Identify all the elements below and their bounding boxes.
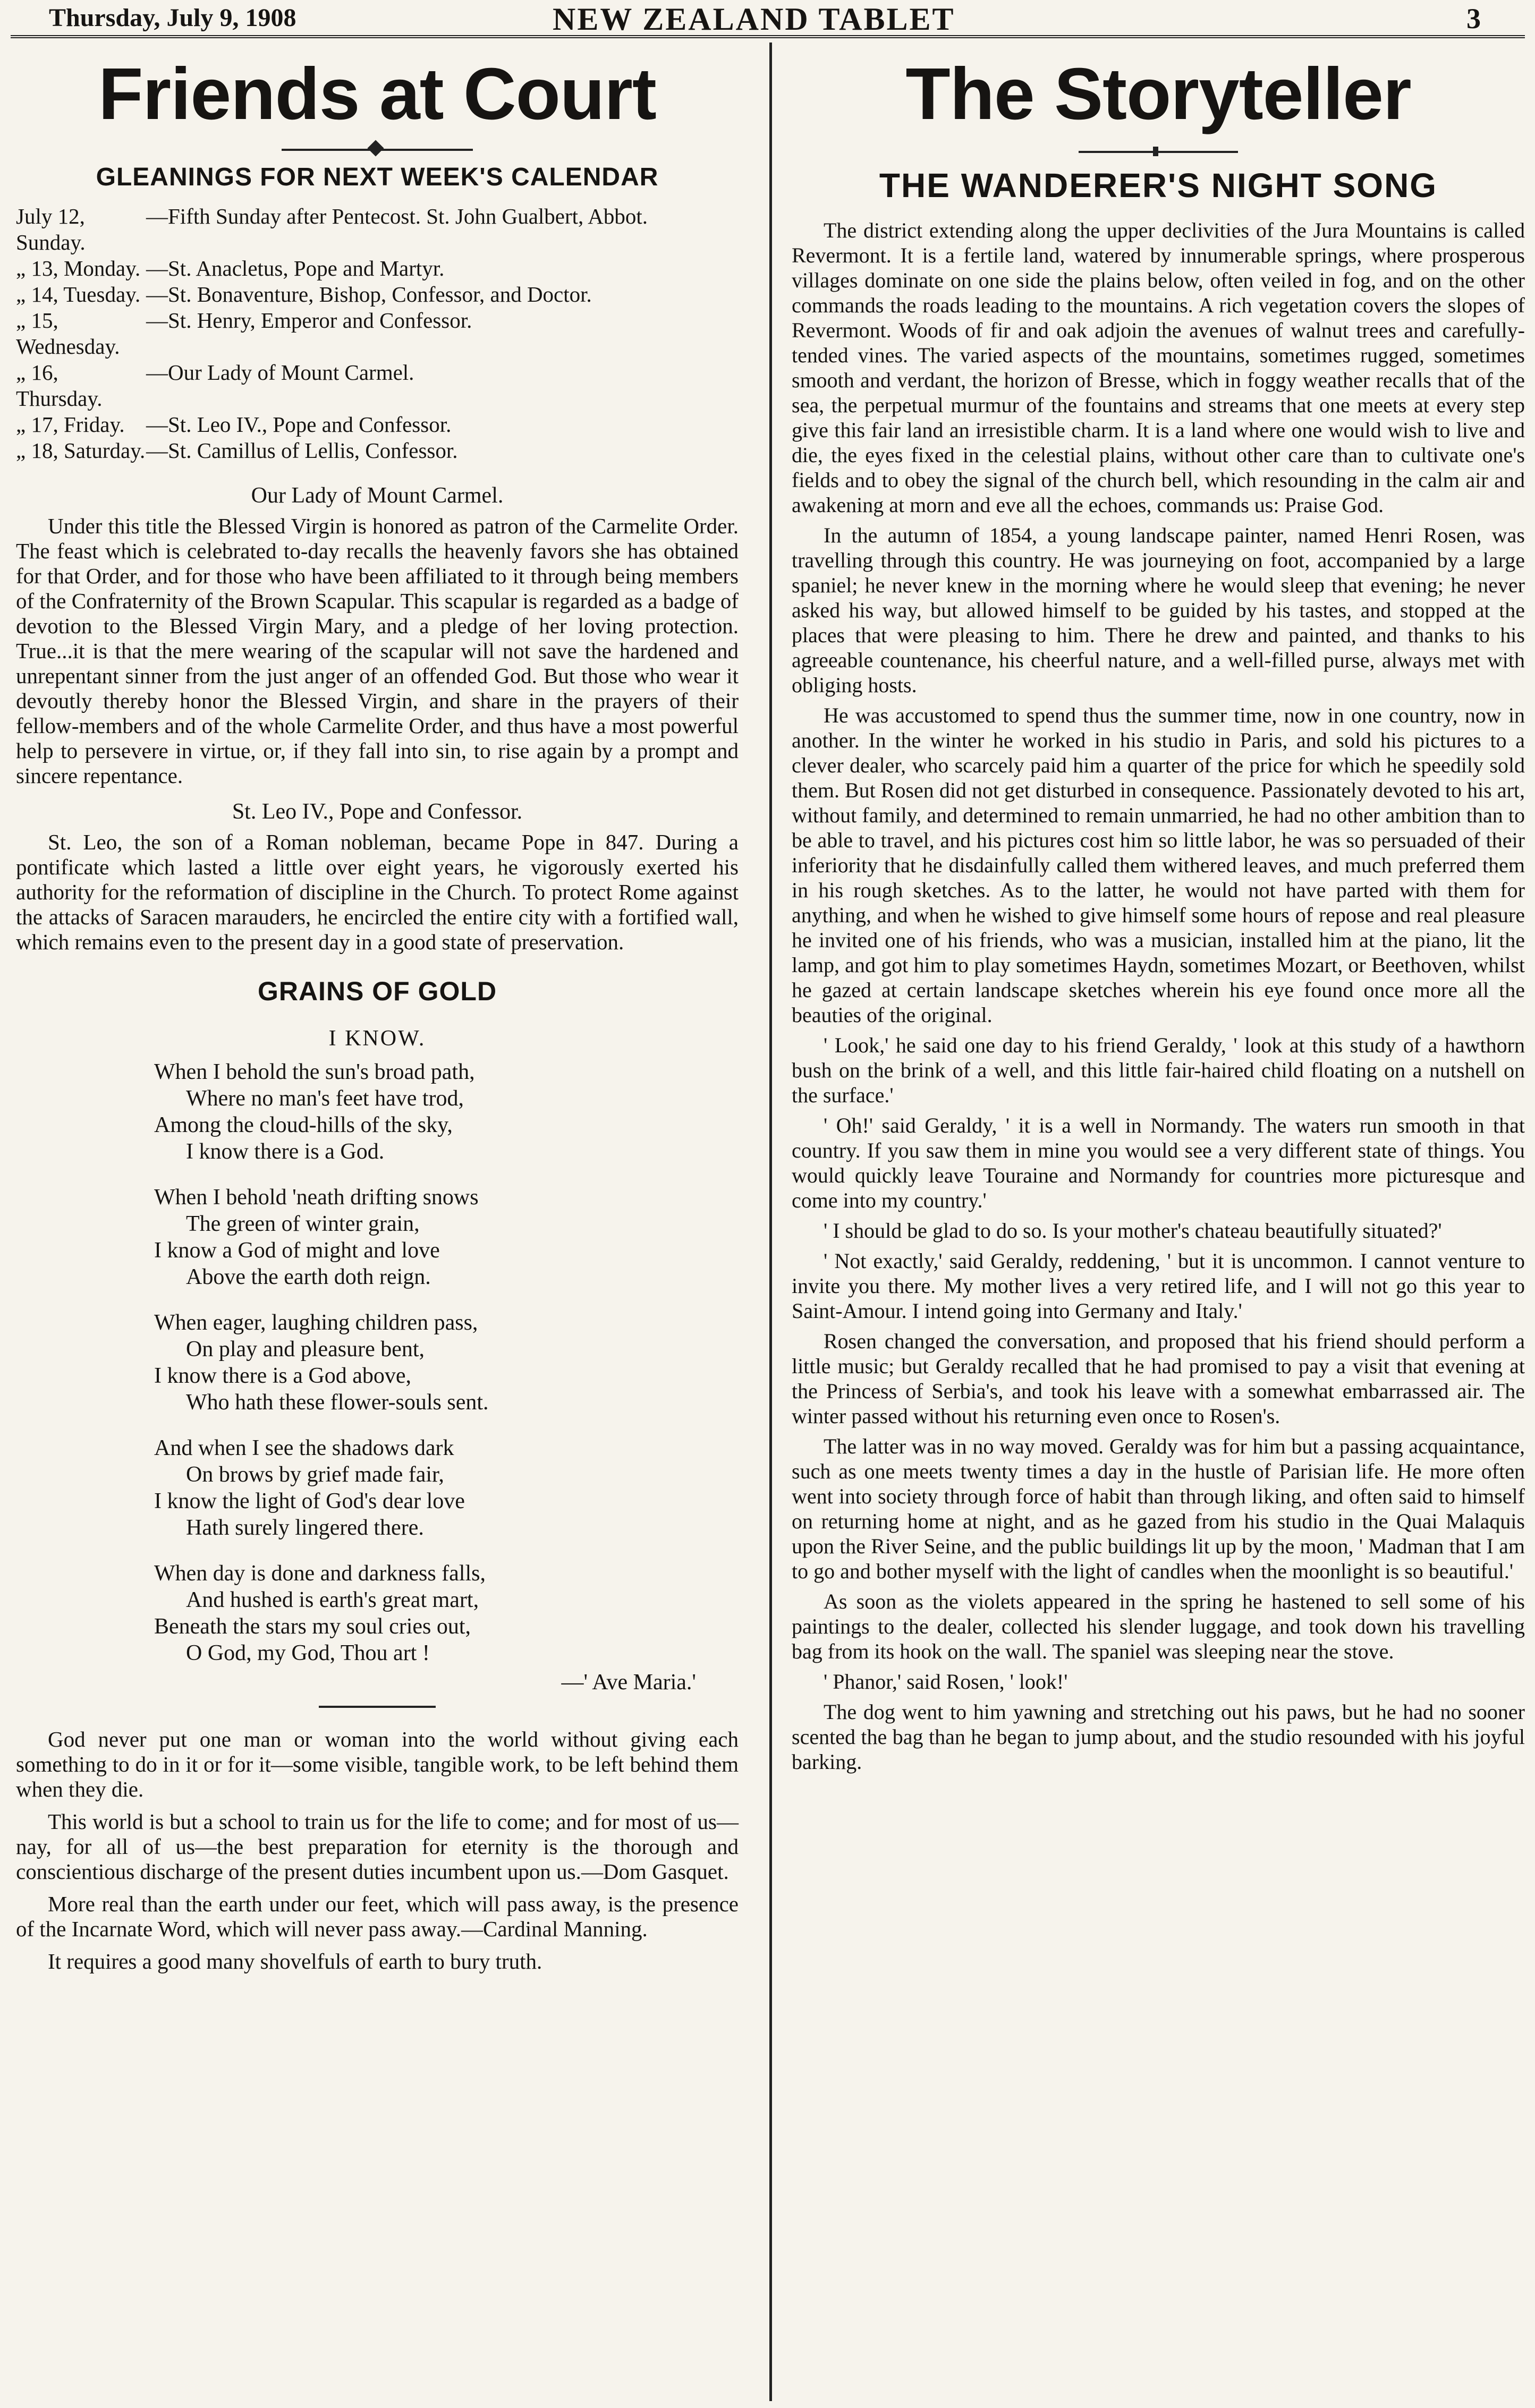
carmel-heading: Our Lady of Mount Carmel. [251,483,504,508]
story-paragraph: He was accustomed to spend thus the summer time, now in one country, now in another. In the winter he worked in his studio in Paris, and sold his pictures to a clever dealer, who scarcely paid him a quarter of the price for which he speedily sold them. But Rosen did not get disturbed in consequence. Passionately devoted to his art, without family, and determined to remain unmarried, he had no other ambition than to be able to travel, and his pictures cost him so little labor, he was so persuaded of their inferiority that he disdainfully called them withered leaves, and much preferred them in his rough sketches. As to the latter, he would not have parted with them for anything, and when he wished to give himself some hours of repose and real pleasure he invited one of his friends, who was a musician, installed him at the piano, lit the lamp, and got him to play sometimes Haydn, sometimes Mozart, or Beethoven, whilst he gazed at certain landscape sketches wherein his eye found once more all the beauties of the original. [792,703,1525,1027]
calendar-text: —St. Henry, Emperor and Confessor. [146,308,472,333]
quote-paragraph: This world is but a school to train us for the life to come; and for most of us—nay, for all of us—the best preparation for eternity is the thorough and conscientious discharge of the present duties incumbent upon us.—Dom Gasquet. [16,1809,739,1884]
calendar-text: —Fifth Sunday after Pentecost. St. John Gualbert, Abbot. [146,204,648,228]
calendar-date: „ 14, Tuesday. [16,282,141,307]
story-paragraph: ' I should be glad to do so. Is your mother's chateau beautifully situated?' [824,1219,1442,1243]
calendar-date: „ 17, Friday. [16,412,125,437]
left-column [16,49,739,1981]
poem-line: Among the cloud-hills of the sky, [154,1113,453,1137]
poem-line: Hath surely lingered there. [186,1516,424,1540]
poem-line: When I behold the sun's broad path, [154,1060,475,1084]
header-date: Thursday, July 9, 1908 [49,4,296,32]
carmel-paragraph: Under this title the Blessed Virgin is honored as patron of the Carmelite Order. The feast which is celebrated to-day recalls the heavenly favors she has obtained for that Order, and for those who have been affiliated to it through being members of the Confraternity of the Brown Scapular. This scapular is regarded as a badge of devotion to the Blessed Virgin Mary, and a pledge of her loving protection. True...it is that the mere wearing of the scapular will not save the hardened and unrepentant sinner from the just anger of an offended God. But those who wear it devoutly thereby honor the Blessed Virgin, and share in the prayers of their fellow-members and of the whole Carmelite Order, and thus have a most powerful help to persevere in virtue, or, if they fall into sin, to rise again by a prompt and sincere repentance. [16,514,739,788]
leo-heading: St. Leo IV., Pope and Confessor. [232,799,523,824]
calendar-entry [16,412,728,438]
storyteller-banner: The Storyteller [905,53,1411,135]
poem-line: Who hath these flower-souls sent. [186,1390,489,1415]
poem-line: O God, my God, Thou art ! [186,1641,430,1665]
calendar-text: —St. Anacletus, Pope and Martyr. [146,256,445,280]
calendar-text: —St. Camillus of Lellis, Confessor. [146,438,458,463]
calendar-entry [16,438,728,464]
calendar-date: „ 13, Monday. [16,256,141,280]
calendar-heading: GLEANINGS FOR NEXT WEEK'S CALENDAR [96,163,659,191]
ornament-divider [1079,144,1238,158]
story-paragraph: In the autumn of 1854, a young landscape painter, named Henri Rosen, was travelling through this country. He was journeying on foot, accompanied by a large spaniel; he never knew in the morning where he would sleep that evening; he never asked his way, but allowed himself to be guided by his tastes, and stopped at the places that were pleasing to him. There he drew and painted, and thanks to his agreeable countenance, his cheerful nature, and a well-filled purse, always met with obliging hosts. [792,523,1525,697]
story-paragraph: The district extending along the upper declivities of the Jura Mountains is called Revermont. It is a fertile land, watered by innumerable springs, where prosperous villages dominate on one side the plains below, often veiled in fog, and on the other commands the roads leading to the mountains. A rich vegetation covers the slopes of Revermont. Woods of fir and oak adjoin the avenues of walnut trees and carefully-tended vines. The varied aspects of the mountains, sometimes rugged, sometimes smooth and verdant, the horizon of Bresse, which in foggy weather recalls that of the sea, the perpetual murmur of the fountains and streams that one meets at every step give this fair land an irresistible charm. It is a land where one would wish to live and die, the eyes fixed in the celestial plains, without other care than to cultivate one's fields and to obey the signal of the church bell, which resounding in the calm air and awakening at morn and eve all the echoes, commands us: Praise God. [792,218,1525,517]
column-divider [769,42,772,2401]
quote-paragraph: More real than the earth under our feet, which will pass away, is the presence of the Incarnate Word, which will never pass away.—Cardinal Manning. [16,1892,739,1941]
poem-attribution: —' Ave Maria.' [561,1670,696,1695]
header-title: NEW ZEALAND TABLET [553,2,955,37]
poem-stanza [154,1184,739,1290]
story-paragraph: Rosen changed the conversation, and proposed that his friend should perform a little music; but Geraldy recalled that he had promised to pay a visit that evening at the Princess of Serbia's, and took his leave with a somewhat embarrassed air. The winter passed without his returning even once to Rosen's. [792,1329,1525,1428]
poem-line: I know there is a God above, [154,1364,412,1388]
page-header [0,0,1535,37]
poem-stanza [154,1560,739,1666]
friends-at-court-banner: Friends at Court [98,53,656,135]
quote-paragraph: It requires a good many shovelfuls of earth to bury truth. [48,1949,542,1973]
section-divider [319,1706,436,1708]
calendar-date: „ 18, Saturday. [16,438,146,463]
calendar-entry [16,282,728,308]
story-paragraph: The dog went to him yawning and stretching out his paws, but he had no sooner scented the bag than he began to jump about, and the studio resounded with his joyful barking. [792,1700,1525,1774]
poem-stanza [154,1059,739,1165]
poem-line: On brows by grief made fair, [186,1462,444,1487]
poem-line: Above the earth doth reign. [186,1265,431,1289]
calendar-entry [16,360,728,412]
calendar-entry [16,203,728,256]
poem-stanza [154,1435,739,1541]
calendar-date: July 12, Sunday. [16,204,86,254]
story-title: THE WANDERER'S NIGHT SONG [879,166,1438,205]
poem-line: And hushed is earth's great mart, [186,1588,479,1612]
story-paragraph: ' Oh!' said Geraldy, ' it is a well in Normandy. The waters run smooth in that country. If you saw them in mine you would see a very different state of things. You would quickly leave Touraine and Normandy for countries more picturesque and come into my country.' [792,1113,1525,1212]
poem-line: I know there is a God. [186,1139,385,1164]
calendar-list [16,203,728,464]
calendar-text: —Our Lady of Mount Carmel. [146,360,414,385]
calendar-text: —St. Bonaventure, Bishop, Confessor, and Doctor. [146,282,592,307]
calendar-entry [16,256,728,282]
story-paragraph: ' Look,' he said one day to his friend Geraldy, ' look at this study of a hawthorn bush on the brink of a well, and this little fair-haired child floating on a nutshell on the surface.' [792,1033,1525,1107]
leo-paragraph: St. Leo, the son of a Roman nobleman, became Pope in 847. During a pontificate which lasted a little over eight years, he vigorously exerted his authority for the reformation of discipline in the Church. To protect Rome against the attacks of Saracen marauders, he encircled the entire city with a fortified wall, which remains even to the present day in a good state of preservation. [16,830,739,954]
poem-line: When eager, laughing children pass, [154,1311,478,1335]
right-column [792,49,1525,1780]
poem-line: Where no man's feet have trod, [186,1086,464,1111]
poem-line: On play and pleasure bent, [186,1337,425,1362]
poem-line: I know a God of might and love [154,1238,440,1263]
header-rule [11,35,1525,38]
ornament-divider [282,141,473,157]
poem-line: When day is done and darkness falls, [154,1561,486,1586]
story-paragraph: ' Phanor,' said Rosen, ' look!' [824,1670,1068,1694]
story-paragraph: The latter was in no way moved. Geraldy was for him but a passing acquaintance, such as one meets twenty times a day in the hustle of Parisian life. He more often went into society through force of habit than through liking, and often said to himself on returning home at night, and as he gazed from his studio in the Quai Malaquis upon the River Seine, and the public buildings lit up by the moon, ' Madman that I am to go and bother myself with the light of candles when the moonlight is so beautiful.' [792,1434,1525,1583]
calendar-text: —St. Leo IV., Pope and Confessor. [146,412,452,437]
quote-paragraph: God never put one man or woman into the world without giving each something to do in it or for it—some visible, tangible work, to be left behind them when they die. [16,1727,739,1801]
poem-line: I know the light of God's dear love [154,1489,465,1513]
grains-of-gold-heading: GRAINS OF GOLD [257,976,497,1006]
poem [154,1059,739,1666]
poem-line: When I behold 'neath drifting snows [154,1185,479,1210]
calendar-entry [16,308,728,360]
poem-line: Beneath the stars my soul cries out, [154,1614,471,1639]
story-paragraph: ' Not exactly,' said Geraldy, reddening, ' but it is uncommon. I cannot venture to invite you there. My mother lives a very retired life, and I will not go this year to Saint-Amour. I intend going into Germany and Italy.' [792,1249,1525,1323]
header-page-number: 3 [1466,3,1481,35]
poem-line: And when I see the shadows dark [154,1436,454,1460]
poem-title: I KNOW. [328,1026,426,1051]
poem-stanza [154,1309,739,1416]
calendar-date: „ 15, Wednesday. [16,308,120,359]
poem-line: The green of winter grain, [186,1212,420,1236]
story-paragraph: As soon as the violets appeared in the spring he hastened to sell some of his paintings to the dealer, collected his slender luggage, and took down his travelling bag from its hook on the wall. The spaniel was sleeping near the stove. [792,1589,1525,1663]
calendar-date: „ 16, Thursday. [16,360,103,411]
